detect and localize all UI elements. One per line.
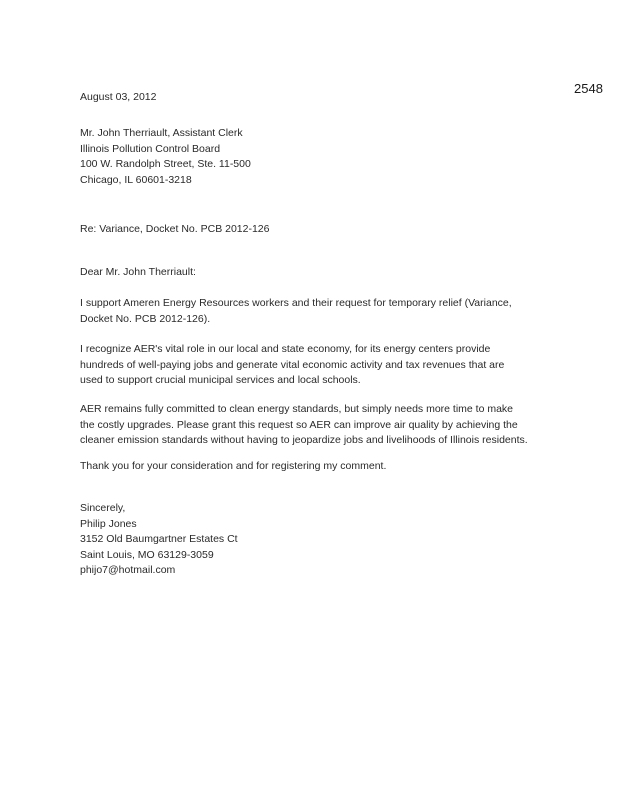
recipient-name-line: Mr. John Therriault, Assistant Clerk	[80, 127, 243, 139]
paragraph-line: the costly upgrades. Please grant this request so AER can improve air quality by achieving the	[80, 418, 518, 431]
paragraph-line: Docket No. PCB 2012-126).	[80, 312, 211, 325]
page-number: 2548	[574, 81, 603, 96]
salutation-text: Dear Mr. John Therriault:	[80, 266, 196, 278]
signer-city: Saint Louis, MO 63129-3059	[80, 548, 214, 561]
paragraph-line: cleaner emission standards without having to jeopardize jobs and livelihoods of Illinois residents.	[80, 434, 528, 446]
paragraph-support	[80, 296, 560, 327]
paragraph-line: I recognize AER's vital role in our local and state economy, for its energy centers provide	[80, 343, 491, 355]
paragraph-commitment	[80, 402, 560, 449]
date-text: August 03, 2012	[80, 91, 157, 103]
paragraph-line: I support Ameren Energy Resources workers and their request for temporary relief (Variance,	[80, 297, 512, 309]
reference-line	[80, 222, 560, 238]
reference-text: Re: Variance, Docket No. PCB 2012-126	[80, 223, 270, 235]
recipient-address	[80, 126, 560, 188]
recipient-street-line: 100 W. Randolph Street, Ste. 11-500	[80, 158, 251, 170]
paragraph-line: hundreds of well-paying jobs and generate vital economic activity and tax revenues that are	[80, 358, 505, 371]
closing-text: Sincerely,	[80, 502, 126, 514]
signer-email: phijo7@hotmail.com	[80, 564, 176, 576]
paragraph-line: Thank you for your consideration and for registering my comment.	[80, 460, 387, 472]
salutation	[80, 265, 560, 281]
paragraph-line: AER remains fully committed to clean energy standards, but simply needs more time to make	[80, 403, 514, 415]
paragraph-line: used to support crucial municipal services and local schools.	[80, 374, 361, 386]
signer-name: Philip Jones	[80, 517, 137, 530]
signature-block	[80, 501, 560, 579]
signer-street: 3152 Old Baumgartner Estates Ct	[80, 533, 238, 545]
recipient-organization-line: Illinois Pollution Control Board	[80, 142, 221, 155]
paragraph-economy	[80, 342, 560, 389]
letter-date	[80, 90, 560, 106]
paragraph-thanks	[80, 459, 560, 475]
recipient-city-line: Chicago, IL 60601-3218	[80, 173, 192, 186]
